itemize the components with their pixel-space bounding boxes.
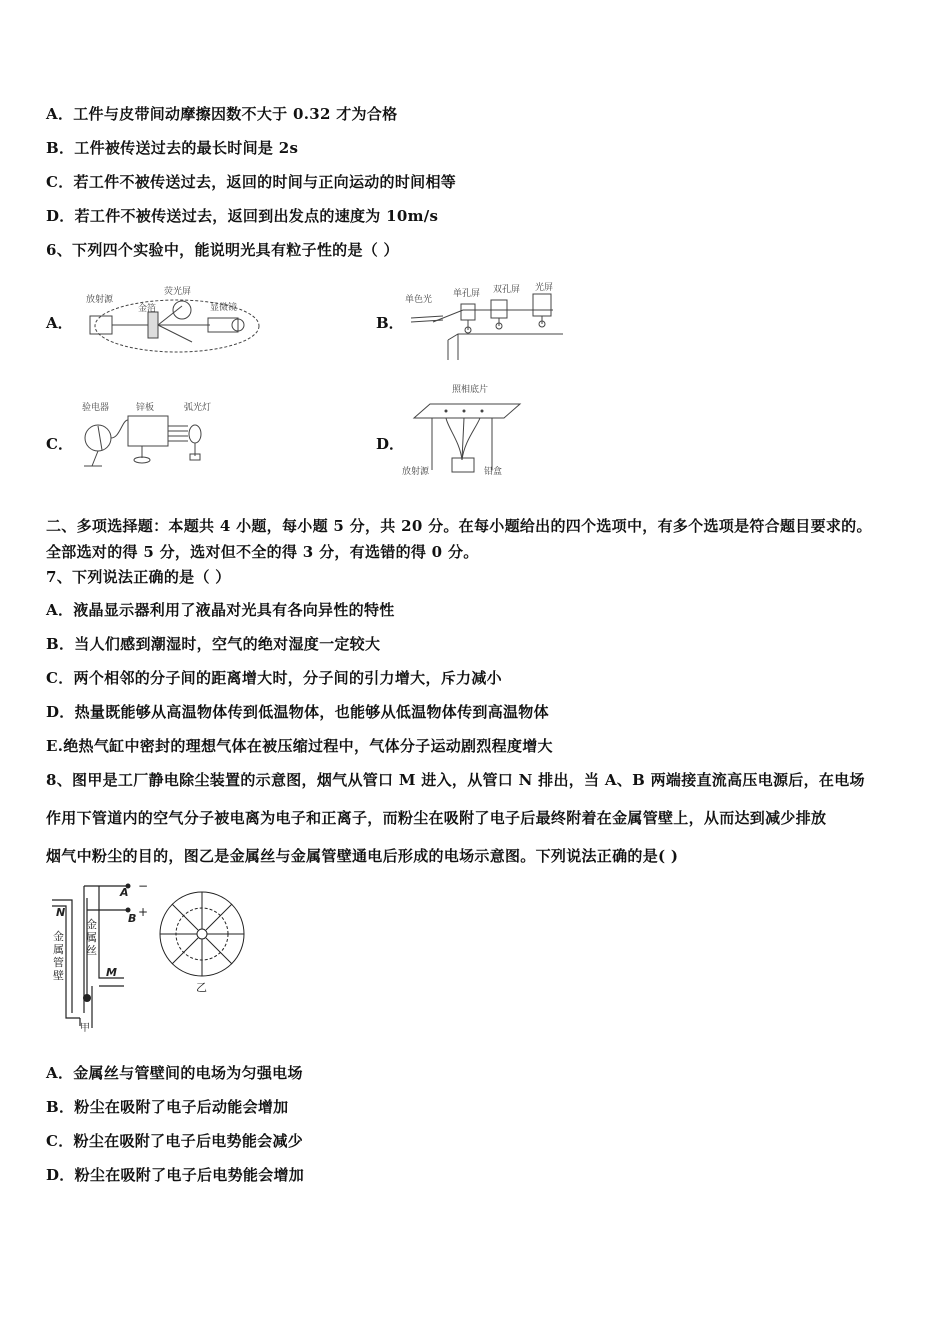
precipitator-label-a: A	[120, 886, 129, 899]
fig-d-label-film: 照相底片	[452, 385, 489, 395]
fig-c-label-lamp: 弧光灯	[184, 403, 212, 413]
fig-b-label-double: 双孔屏	[493, 285, 521, 295]
fig-b-label-screen: 光屏	[535, 283, 554, 293]
precipitator-label-m: M	[106, 966, 117, 979]
fig-b-label-single: 单孔屏	[453, 289, 481, 299]
precipitator-caption: 甲	[80, 1023, 90, 1033]
q7-option-a: A．液晶显示器利用了液晶对光具有各向异性的特性	[46, 601, 395, 619]
q5-option-c: C．若工件不被传送过去，返回的时间与正向运动的时间相等	[46, 173, 457, 191]
figure-radiation	[402, 380, 532, 476]
fig-a-label-foil: 金箔	[138, 304, 157, 314]
figure-double-slit	[403, 282, 573, 362]
q6-label-c: C．	[46, 435, 73, 453]
precipitator-label-wire: 金属丝	[86, 918, 97, 957]
q6-label-b: B．	[376, 314, 404, 332]
q7-option-c: C．两个相邻的分子间的距离增大时，分子间的引力增大，斥力减小	[46, 669, 502, 687]
fig-c-label-electroscope: 验电器	[82, 403, 110, 413]
q8-option-d: D．粉尘在吸附了电子后电势能会增加	[46, 1166, 305, 1184]
q8-stem-line1: 8、图甲是工厂静电除尘装置的示意图，烟气从管口 M 进入，从管口 N 排出，当 A、B 两端接直流高压电源后，在电场	[46, 771, 865, 789]
q8-option-a: A．金属丝与管壁间的电场为匀强电场	[46, 1064, 303, 1082]
fig-d-label-lead: 铅盒	[484, 467, 503, 476]
q7-option-b: B．当人们感到潮湿时，空气的绝对湿度一定较大	[46, 635, 381, 653]
section2-line2: 全部选对的得 5 分，选对但不全的得 3 分，有选错的得 0 分。	[46, 543, 479, 561]
q7-option-e: E.绝热气缸中密封的理想气体在被压缩过程中，气体分子运动剧烈程度增大	[46, 737, 553, 755]
fig-b-label-light: 单色光	[405, 295, 433, 305]
section2-line1: 二、多项选择题：本题共 4 小题，每小题 5 分，共 20 分。在每小题给出的四个选项中，有多个选项是符合题目要求的。	[46, 517, 872, 535]
figure-radial-field	[156, 888, 248, 993]
q8-stem-line3: 烟气中粉尘的目的，图乙是金属丝与金属管壁通电后形成的电场示意图。下列说法正确的是( )	[46, 847, 679, 865]
fig-a-label-microscope: 显微镜	[210, 303, 238, 313]
q5-option-b: B．工件被传送过去的最长时间是 2s	[46, 139, 299, 157]
q8-stem-line2: 作用下管道内的空气分子被电离为电子和正离子，而粉尘在吸附了电子后最终附着在金属管壁上，从而达到减少排放	[46, 809, 827, 827]
q8-option-c: C．粉尘在吸附了电子后电势能会减少	[46, 1132, 304, 1150]
precipitator-label-b: B	[128, 912, 137, 925]
fig-a-label-source: 放射源	[86, 295, 114, 305]
precipitator-plus: +	[138, 905, 149, 919]
q6-label-a: A．	[46, 314, 73, 332]
q5-option-a: A．工件与皮带间动摩擦因数不大于 0.32 才为合格	[46, 105, 398, 123]
q6-stem: 6、下列四个实验中，能说明光具有粒子性的是（ ）	[46, 241, 399, 259]
fig-c-label-zinc: 锌板	[136, 403, 155, 413]
q6-label-d: D．	[376, 435, 405, 453]
fig-d-label-source: 放射源	[402, 467, 430, 476]
figure-alpha-scattering	[82, 284, 262, 359]
q8-option-b: B．粉尘在吸附了电子后动能会增加	[46, 1098, 289, 1116]
figure-photoelectric	[80, 398, 230, 478]
precipitator-label-n: N	[56, 906, 66, 919]
radial-caption: 乙	[196, 981, 207, 993]
precipitator-minus: −	[138, 879, 149, 893]
precipitator-label-wall: 金属管壁	[53, 930, 64, 982]
fig-a-label-screen: 荧光屏	[164, 287, 192, 297]
q5-option-d: D．若工件不被传送过去，返回到出发点的速度为 10m/s	[46, 207, 439, 225]
q7-stem: 7、下列说法正确的是（ ）	[46, 568, 231, 586]
q7-option-d: D．热量既能够从高温物体传到低温物体，也能够从低温物体传到高温物体	[46, 703, 549, 721]
